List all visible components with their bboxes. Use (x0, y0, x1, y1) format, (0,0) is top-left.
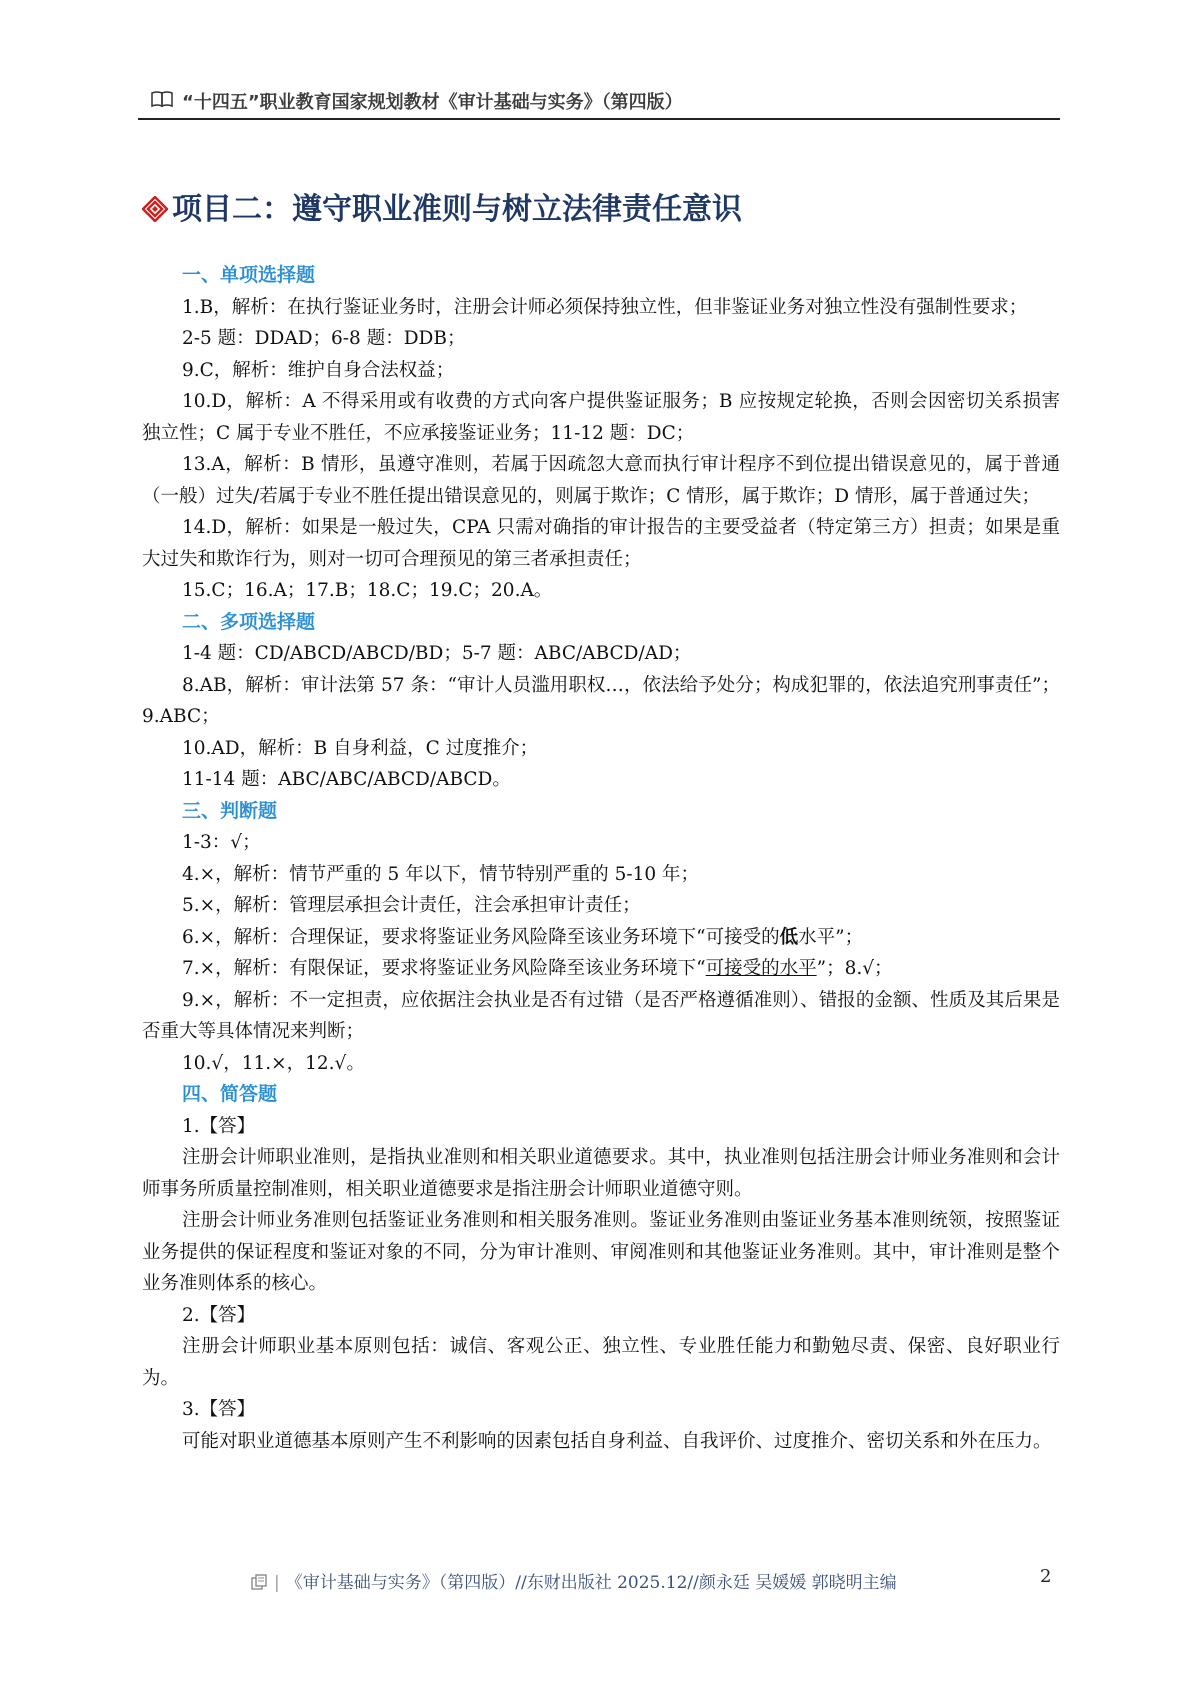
answer-paragraph: 10.√，11.×，12.√。 (182, 1052, 365, 1074)
answer-paragraph: 14.D，解析：如果是一般过失，CPA 只需对确指的审计报告的主要受益者（特定第三方）担责；如果是重大过失和欺诈行为，则对一切可合理预见的第三者承担责任； (142, 517, 1060, 570)
answer-paragraph: 2-5 题：DDAD；6-8 题：DDB； (182, 328, 466, 349)
answer-paragraph: 注册会计师业务准则包括鉴证业务准则和相关服务准则。鉴证业务准则由鉴证业务基本准则统领，按照鉴证业务提供的保证程度和鉴证对象的不同，分为审计准则、审阅准则和其他鉴证业务准则。其中，审计准则是整个业务准则体系的核心。 (142, 1210, 1060, 1294)
section-heading: 三、判断题 (182, 799, 278, 822)
page-number: 2 (1040, 1566, 1052, 1587)
answer-text: 水平”； (798, 926, 864, 948)
document-icon (250, 1573, 268, 1591)
diamond-icon (142, 196, 168, 222)
answer-label: 1.【答】 (182, 1115, 256, 1137)
answer-paragraph: 可能对职业道德基本原则产生不利影响的因素包括自身利益、自我评价、过度推介、密切关系和外在压力。 (182, 1430, 1052, 1452)
answer-paragraph (142, 953, 1060, 985)
emphasis-text: 低 (779, 926, 799, 948)
answer-paragraph (142, 922, 1060, 954)
answer-label: 2.【答】 (182, 1304, 256, 1326)
answer-label: 3.【答】 (182, 1399, 256, 1420)
underlined-text: 可接受的水平 (705, 958, 817, 979)
answer-paragraph: 15.C；16.A；17.B；18.C；19.C；20.A。 (182, 580, 553, 601)
footer-text: 《审计基础与实务》（第四版）//东财出版社 2025.12//颜永廷 吴媛媛 郭晓明主编 (285, 1573, 897, 1593)
answer-text: ”；8.√； (816, 958, 893, 979)
answer-paragraph: 注册会计师职业基本原则包括：诚信、客观公正、独立性、专业胜任能力和勤勉尽责、保密、良好职业行为。 (142, 1336, 1060, 1389)
header-title: “十四五”职业教育国家规划教材《审计基础与实务》（第四版） (182, 92, 683, 113)
section-heading: 二、多项选择题 (182, 610, 316, 633)
answer-paragraph: 1-3：√； (182, 832, 261, 853)
page-footer: | 《审计基础与实务》（第四版）//东财出版社 2025.12//颜永廷 吴媛媛 郭晓明主编 (250, 1568, 897, 1593)
section-heading: 四、简答题 (182, 1083, 278, 1105)
section-heading: 一、单项选择题 (182, 264, 316, 286)
book-icon (150, 90, 174, 108)
page-header (138, 82, 1060, 120)
answer-paragraph: 8.AB，解析：审计法第 57 条：“审计人员滥用职权…，依法给予处分；构成犯罪的，依法追究刑事责任”；9.ABC； (142, 674, 1060, 727)
answer-paragraph: 9.×，解析：不一定担责，应依据注会执业是否有过错（是否严格遵循准则）、错报的金额、性质及其后果是否重大等具体情况来判断； (142, 989, 1060, 1042)
answer-paragraph: 注册会计师职业准则，是指执业准则和相关职业道德要求。其中，执业准则包括注册会计师业务准则和会计师事务所质量控制准则，相关职业道德要求是指注册会计师职业道德守则。 (142, 1147, 1060, 1200)
answer-paragraph: 13.A，解析：B 情形，虽遵守准则，若属于因疏忽大意而执行审计程序不到位提出错误意见的，属于普通（一般）过失/若属于专业不胜任提出错误意见的，则属于欺诈；C 情形，属于欺诈；D 情形，属于普通过失； (142, 454, 1060, 507)
answer-paragraph: 11-14 题：ABC/ABC/ABCD/ABCD。 (182, 769, 511, 790)
answer-paragraph: 10.D，解析：A 不得采用或有收费的方式向客户提供鉴证服务；B 应按规定轮换，否则会因密切关系损害独立性；C 属于专业不胜任，不应承接鉴证业务；11-12 题：DC； (142, 391, 1060, 444)
answer-paragraph: 9.C，解析：维护自身合法权益； (182, 359, 455, 381)
answer-paragraph: 1-4 题：CD/ABCD/ABCD/BD；5-7 题：ABC/ABCD/AD； (182, 643, 692, 664)
answer-text: 6.×，解析：合理保证，要求将鉴证业务风险降至该业务环境下“可接受的 (182, 926, 780, 948)
answer-paragraph: 10.AD，解析：B 自身利益，C 过度推介； (182, 737, 539, 759)
answer-content (142, 260, 1060, 1457)
answer-paragraph: 1.B，解析：在执行鉴证业务时，注册会计师必须保持独立性，但非鉴证业务对独立性没有强制性要求； (182, 296, 1028, 318)
project-title-text: 项目二：遵守职业准则与树立法律责任意识 (172, 192, 742, 227)
answer-paragraph: 4.×，解析：情节严重的 5 年以下，情节特别严重的 5-10 年； (182, 863, 700, 885)
project-title (142, 184, 742, 228)
answer-paragraph: 5.×，解析：管理层承担会计责任，注会承担审计责任； (182, 895, 641, 916)
answer-text: 7.×，解析：有限保证，要求将鉴证业务风险降至该业务环境下“ (182, 958, 706, 979)
